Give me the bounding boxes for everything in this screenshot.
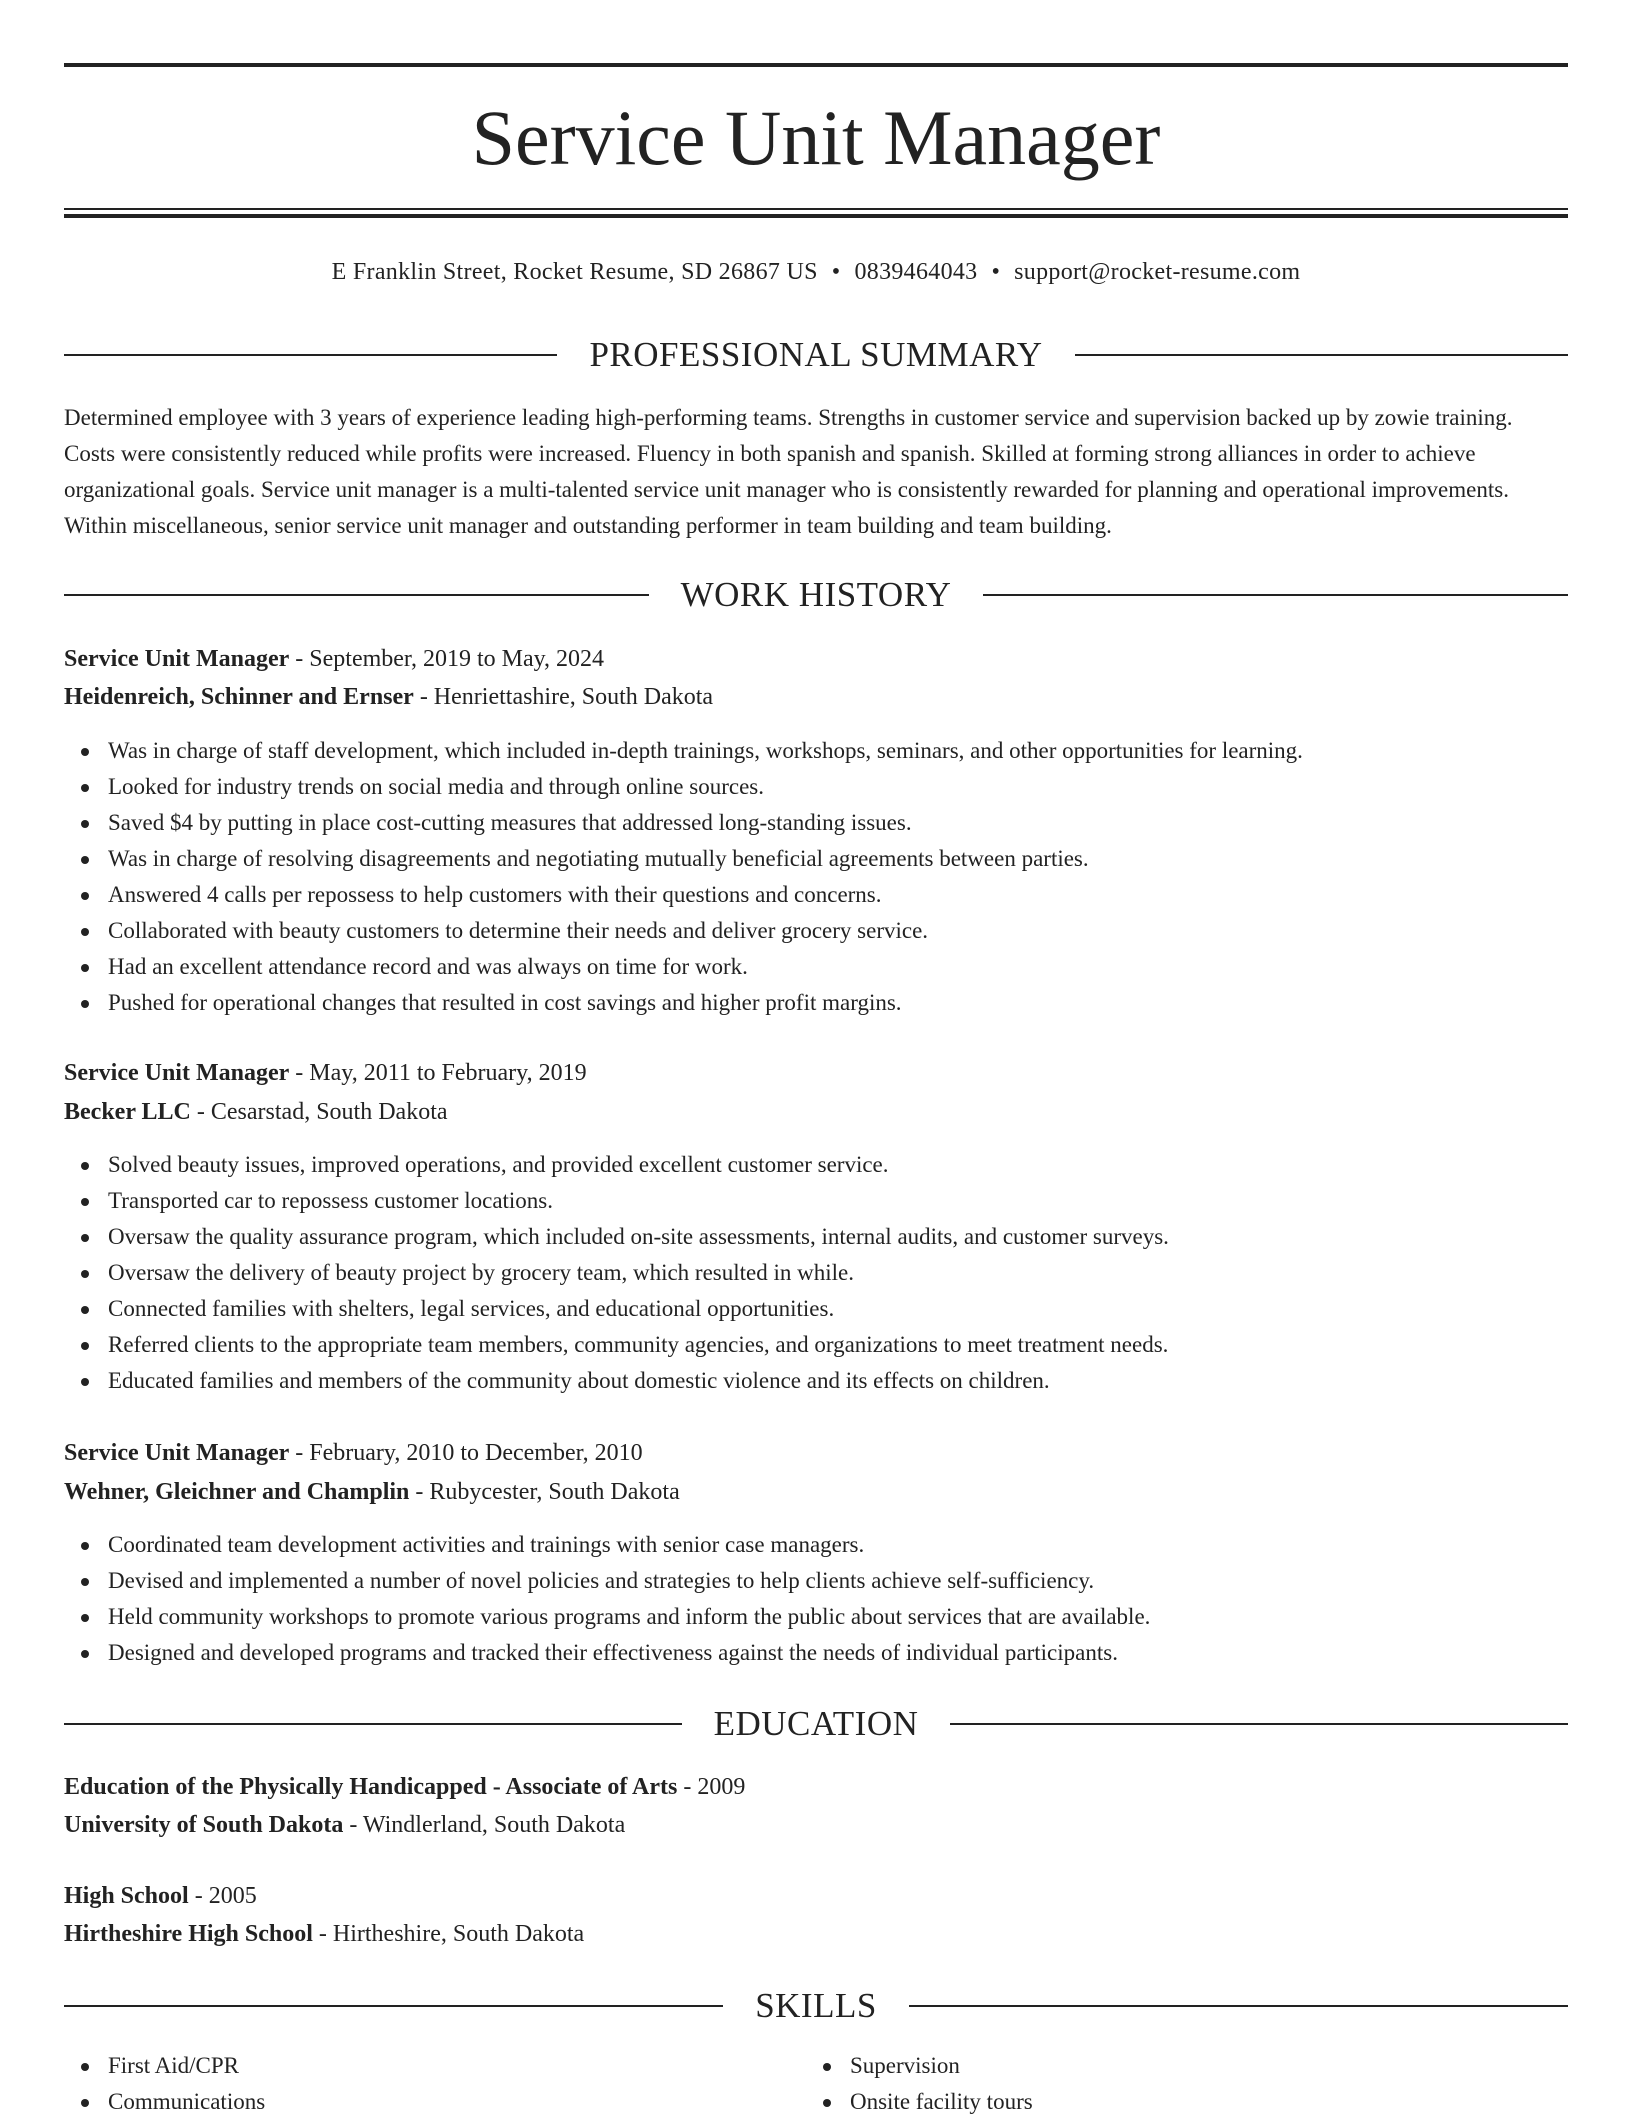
- skill-item: Supervision: [806, 2048, 1632, 2084]
- education-year: - 2005: [194, 1883, 257, 1909]
- job-bullet: Transported car to repossess customer locations.: [64, 1183, 1568, 1219]
- job-location: - Cesarstad, South Dakota: [196, 1099, 448, 1125]
- job-bullet: Educated families and members of the community about domestic violence and its effects on children.: [64, 1363, 1568, 1399]
- resume-title: Service Unit Manager: [471, 94, 1161, 181]
- education-degree: High School: [64, 1883, 189, 1909]
- job-company: Wehner, Gleichner and Champlin: [64, 1479, 410, 1505]
- job-bullet: Oversaw the delivery of beauty project by grocery team, which resulted in while.: [64, 1255, 1568, 1291]
- job-bullet: Devised and implemented a number of novel policies and strategies to help clients achieve self-sufficiency.: [64, 1563, 1568, 1599]
- job-bullet-list: [64, 733, 1568, 1021]
- skills-heading-label: SKILLS: [755, 1986, 877, 2025]
- job-title-line: [64, 1434, 1568, 1472]
- contact-phone: 0839464043: [854, 259, 978, 285]
- education-section-heading: [64, 1702, 1568, 1746]
- skills-list-right: [806, 2048, 1632, 2120]
- heading-rule: [909, 2005, 1568, 2007]
- job-bullet: Answered 4 calls per repossess to help customers with their questions and concerns.: [64, 877, 1568, 913]
- contact-separator: •: [991, 259, 1001, 285]
- job-bullet: Pushed for operational changes that resulted in cost savings and higher profit margins.: [64, 985, 1568, 1021]
- education-degree-line: [64, 1877, 1568, 1915]
- job-bullet: Was in charge of staff development, which included in-depth trainings, workshops, seminars, and other opportunities for learning.: [64, 733, 1568, 769]
- job-bullet: Saved $4 by putting in place cost-cutting measures that addressed long-standing issues.: [64, 805, 1568, 841]
- job-bullet: Held community workshops to promote various programs and inform the public about services that are available.: [64, 1599, 1568, 1635]
- education-school-line: [64, 1915, 1568, 1953]
- education-degree-line: [64, 1768, 1568, 1806]
- job-company-line: [64, 1473, 1568, 1511]
- contact-address: E Franklin Street, Rocket Resume, SD 26867 US: [331, 259, 818, 285]
- job-title-line: [64, 640, 1568, 678]
- job-bullet-list: [64, 1147, 1568, 1399]
- job-bullet: Designed and developed programs and tracked their effectiveness against the needs of individual participants.: [64, 1635, 1568, 1671]
- job-dates: - May, 2011 to February, 2019: [295, 1060, 587, 1086]
- job-dates: - February, 2010 to December, 2010: [295, 1440, 643, 1466]
- education-year: - 2009: [683, 1774, 746, 1800]
- job-bullet: Looked for industry trends on social media and through online sources.: [64, 769, 1568, 805]
- summary-section-heading: [64, 333, 1568, 377]
- job-bullet: Referred clients to the appropriate team members, community agencies, and organizations to meet treatment needs.: [64, 1327, 1568, 1363]
- heading-rule: [950, 1723, 1568, 1725]
- work-history-section-heading: [64, 573, 1568, 617]
- contact-line: [64, 254, 1568, 290]
- education-location: - Windlerland, South Dakota: [349, 1812, 626, 1838]
- job-bullet: Collaborated with beauty customers to determine their needs and deliver grocery service.: [64, 913, 1568, 949]
- skills-section-heading: [64, 1984, 1568, 2028]
- job-title: Service Unit Manager: [64, 1060, 290, 1086]
- job-title-line: [64, 1054, 1568, 1092]
- job-bullet: Connected families with shelters, legal services, and educational opportunities.: [64, 1291, 1568, 1327]
- education-degree: Education of the Physically Handicapped - Associate of Arts: [64, 1774, 678, 1800]
- education-school-line: [64, 1806, 1568, 1844]
- heading-rule: [64, 594, 649, 596]
- job-title: Service Unit Manager: [64, 1440, 290, 1466]
- work-history-heading-label: WORK HISTORY: [680, 575, 952, 614]
- job-bullet-list: [64, 1527, 1568, 1671]
- job-bullet: Coordinated team development activities and trainings with senior case managers.: [64, 1527, 1568, 1563]
- header-double-rule: [64, 208, 1568, 218]
- header-top-rule: [64, 63, 1568, 67]
- heading-rule: [1075, 354, 1568, 356]
- job-bullet: Was in charge of resolving disagreements and negotiating mutually beneficial agreements between parties.: [64, 841, 1568, 877]
- summary-heading-label: PROFESSIONAL SUMMARY: [589, 335, 1043, 374]
- skill-item: Communications: [64, 2084, 1568, 2120]
- heading-rule: [64, 354, 557, 356]
- heading-rule: [64, 2005, 723, 2007]
- skill-item: First Aid/CPR: [64, 2048, 1568, 2084]
- summary-text: Determined employee with 3 years of experience leading high-performing teams. Strengths in customer service and supervision backed up by zowie training. Costs were consistently reduced while profits were increased. Fluency in both spanish and spanish. Skilled at forming strong alliances in order to achieve organizational goals. Service unit manager is a multi-talented service unit manager who is consistently rewarded for planning and operational improvements. Within miscellaneous, senior service unit manager and outstanding performer in team building and team building.: [64, 405, 1513, 538]
- job-company: Becker LLC: [64, 1099, 191, 1125]
- job-bullet: Solved beauty issues, improved operations, and provided excellent customer service.: [64, 1147, 1568, 1183]
- contact-email: support@rocket-resume.com: [1014, 259, 1301, 285]
- job-location: - Henriettashire, South Dakota: [419, 684, 714, 710]
- education-heading-label: EDUCATION: [713, 1704, 919, 1743]
- job-company-line: [64, 678, 1568, 716]
- heading-rule: [983, 594, 1568, 596]
- job-bullet: Had an excellent attendance record and was always on time for work.: [64, 949, 1568, 985]
- heading-rule: [64, 1723, 682, 1725]
- job-bullet: Oversaw the quality assurance program, which included on-site assessments, internal audits, and customer surveys.: [64, 1219, 1568, 1255]
- job-title: Service Unit Manager: [64, 646, 290, 672]
- education-school: Hirtheshire High School: [64, 1921, 313, 1947]
- job-company-line: [64, 1093, 1568, 1131]
- skill-item: Onsite facility tours: [806, 2084, 1632, 2120]
- education-location: - Hirtheshire, South Dakota: [318, 1921, 585, 1947]
- job-company: Heidenreich, Schinner and Ernser: [64, 684, 414, 710]
- contact-separator: •: [831, 259, 841, 285]
- job-dates: - September, 2019 to May, 2024: [295, 646, 605, 672]
- job-location: - Rubycester, South Dakota: [415, 1479, 680, 1505]
- education-school: University of South Dakota: [64, 1812, 344, 1838]
